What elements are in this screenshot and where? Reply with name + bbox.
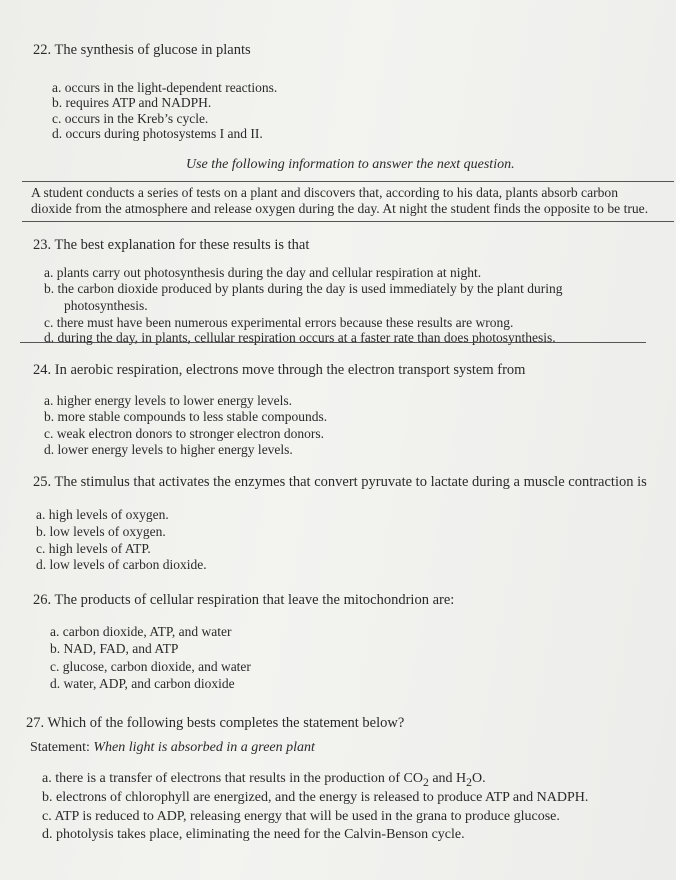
q22-option-a: a. occurs in the light-dependent reactions. bbox=[52, 80, 278, 95]
q24-option-c: c. weak electron donors to stronger electron donors. bbox=[44, 426, 325, 441]
q27-statement bbox=[30, 740, 315, 756]
info-box-line-1: A student conducts a series of tests on a plant and discovers that, according to his data, plants absorb carbon bbox=[31, 185, 619, 200]
divider-line bbox=[20, 342, 646, 343]
q23-option-b: b. the carbon dioxide produced by plants during the day is used immediately by the plant during bbox=[44, 281, 563, 296]
question-25-stem: 25. The stimulus that activates the enzymes that convert pyruvate to lactate during a muscle contraction is bbox=[33, 474, 647, 490]
q27-option-d: d. photolysis takes place, eliminating the need for the Calvin-Benson cycle. bbox=[42, 827, 465, 842]
q27-option-a: a. there is a transfer of electrons that results in the production of $CO_2$ and $H_2O$. bbox=[42, 771, 486, 789]
q23-option-c: c. there must have been numerous experimental errors because these results are wrong. bbox=[44, 315, 514, 330]
q26-option-d: d. water, ADP, and carbon dioxide bbox=[50, 676, 235, 691]
q27-statement-label: Statement: bbox=[30, 740, 90, 755]
q25-option-c: c. high levels of ATP. bbox=[36, 541, 151, 556]
question-22-stem: 22. The synthesis of glucose in plants bbox=[33, 42, 251, 58]
q23-option-b-continued: photosynthesis. bbox=[64, 298, 148, 313]
q25-option-d: d. low levels of carbon dioxide. bbox=[36, 557, 207, 572]
q27-statement-text: When light is absorbed in a green plant bbox=[93, 740, 315, 755]
q22-option-b: b. requires ATP and NADPH. bbox=[52, 95, 212, 110]
q26-option-c: c. glucose, carbon dioxide, and water bbox=[50, 659, 251, 674]
q25-option-b: b. low levels of oxygen. bbox=[36, 524, 166, 539]
info-box bbox=[22, 181, 674, 222]
q23-option-a: a. plants carry out photosynthesis during the day and cellular respiration at night. bbox=[44, 265, 482, 280]
q26-option-b: b. NAD, FAD, and ATP bbox=[50, 641, 179, 656]
q22-option-c: c. occurs in the Kreb’s cycle. bbox=[52, 111, 209, 126]
q27-option-c: c. ATP is reduced to ADP, releasing energy that will be used in the grana to produce glucose. bbox=[42, 809, 560, 824]
question-27-stem: 27. Which of the following bests completes the statement below? bbox=[26, 715, 405, 731]
info-box-line-2: dioxide from the atmosphere and release oxygen during the day. At night the student finds the opposite to be true. bbox=[31, 201, 649, 216]
q24-option-b: b. more stable compounds to less stable compounds. bbox=[44, 409, 328, 424]
q22-option-d: d. occurs during photosystems I and II. bbox=[52, 126, 263, 141]
question-23-stem: 23. The best explanation for these results is that bbox=[33, 237, 310, 253]
instruction-text: Use the following information to answer the next question. bbox=[186, 157, 515, 172]
question-26-stem: 26. The products of cellular respiration that leave the mitochondrion are: bbox=[33, 592, 455, 608]
question-24-stem: 24. In aerobic respiration, electrons move through the electron transport system from bbox=[33, 362, 526, 378]
q23-option-d: d. during the day, in plants, cellular respiration occurs at a faster rate than does photosynthesis. bbox=[44, 330, 556, 345]
q26-option-a: a. carbon dioxide, ATP, and water bbox=[50, 624, 232, 639]
q24-option-a: a. higher energy levels to lower energy levels. bbox=[44, 393, 293, 408]
q25-option-a: a. high levels of oxygen. bbox=[36, 507, 169, 522]
q24-option-d: d. lower energy levels to higher energy levels. bbox=[44, 442, 293, 457]
q27-option-b: b. electrons of chlorophyll are energized, and the energy is released to produce ATP and NADPH. bbox=[42, 790, 589, 805]
